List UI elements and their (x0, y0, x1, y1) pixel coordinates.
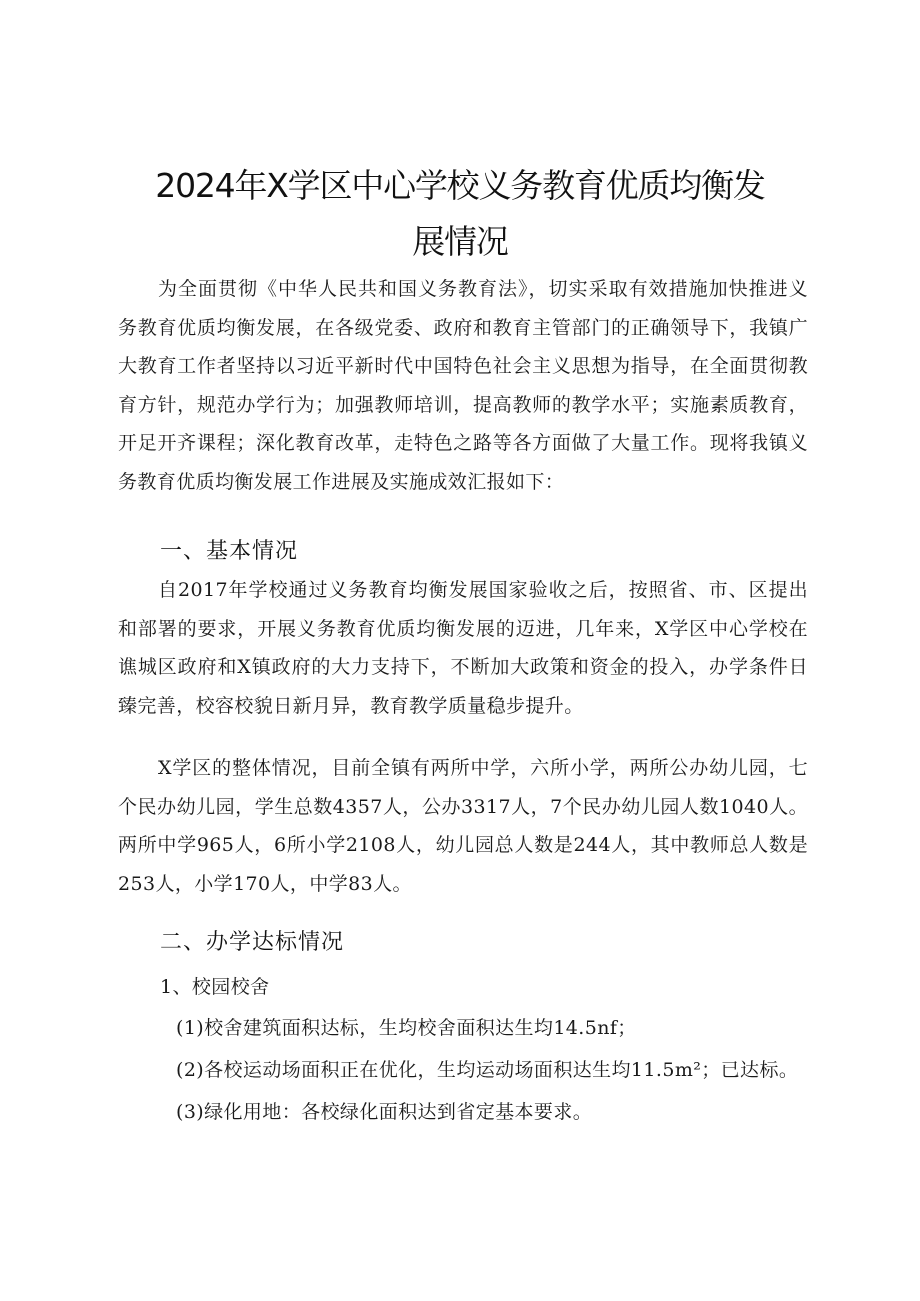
list-item-sports-field-area: (2)各校运动场面积正在优化，生均运动场面积达生均11.5m²；已达标。 (176, 1059, 799, 1081)
document-title-line-2: 展情况 (412, 222, 508, 261)
subheading-campus-buildings: 1、校园校舍 (160, 976, 270, 998)
list-item-green-land: (3)绿化用地：各校绿化面积达到省定基本要求。 (176, 1101, 593, 1123)
basic-situation-paragraph-1: 自2017年学校通过义务教育均衡发展国家验收之后，按照省、市、区提出和部署的要求，开展义务教育优质均衡发展的迈进，几年来，X学区中心学校在谯城区政府和X镇政府的大力支持下，不断加大政策和资金的投入，办学条件日臻完善，校容校貌日新月异，教育教学质量稳步提升。 (118, 579, 808, 717)
section-heading-school-standards: 二、办学达标情况 (160, 930, 345, 955)
document-title-line-1: 2024年X学区中心学校义务教育优质均衡发 (155, 166, 765, 205)
basic-situation-paragraph-2: X学区的整体情况，目前全镇有两所中学，六所小学，两所公办幼儿园，七个民办幼儿园，学生总数4357人，公办3317人，7个民办幼儿园人数1040人。两所中学965人，6所小学2108人，幼儿园总人数是244人，其中教师总人数是253人，小学170人，中学83人。 (118, 757, 808, 895)
list-item-building-area: (1)校舍建筑面积达标，生均校舍面积达生均14.5nf； (176, 1017, 637, 1039)
section-heading-basic-situation: 一、基本情况 (160, 539, 299, 564)
intro-paragraph: 为全面贯彻《中华人民共和国义务教育法》，切实采取有效措施加快推进义务教育优质均衡发展，在各级党委、政府和教育主管部门的正确领导下，我镇广大教育工作者坚持以习近平新时代中国特色社会主义思想为指导，在全面贯彻教育方针，规范办学行为；加强教师培训，提高教师的教学水平；实施素质教育，开足开齐课程；深化教育改革，走特色之路等各方面做了大量工作。现将我镇义务教育优质均衡发展工作进展及实施成效汇报如下： (118, 278, 808, 493)
